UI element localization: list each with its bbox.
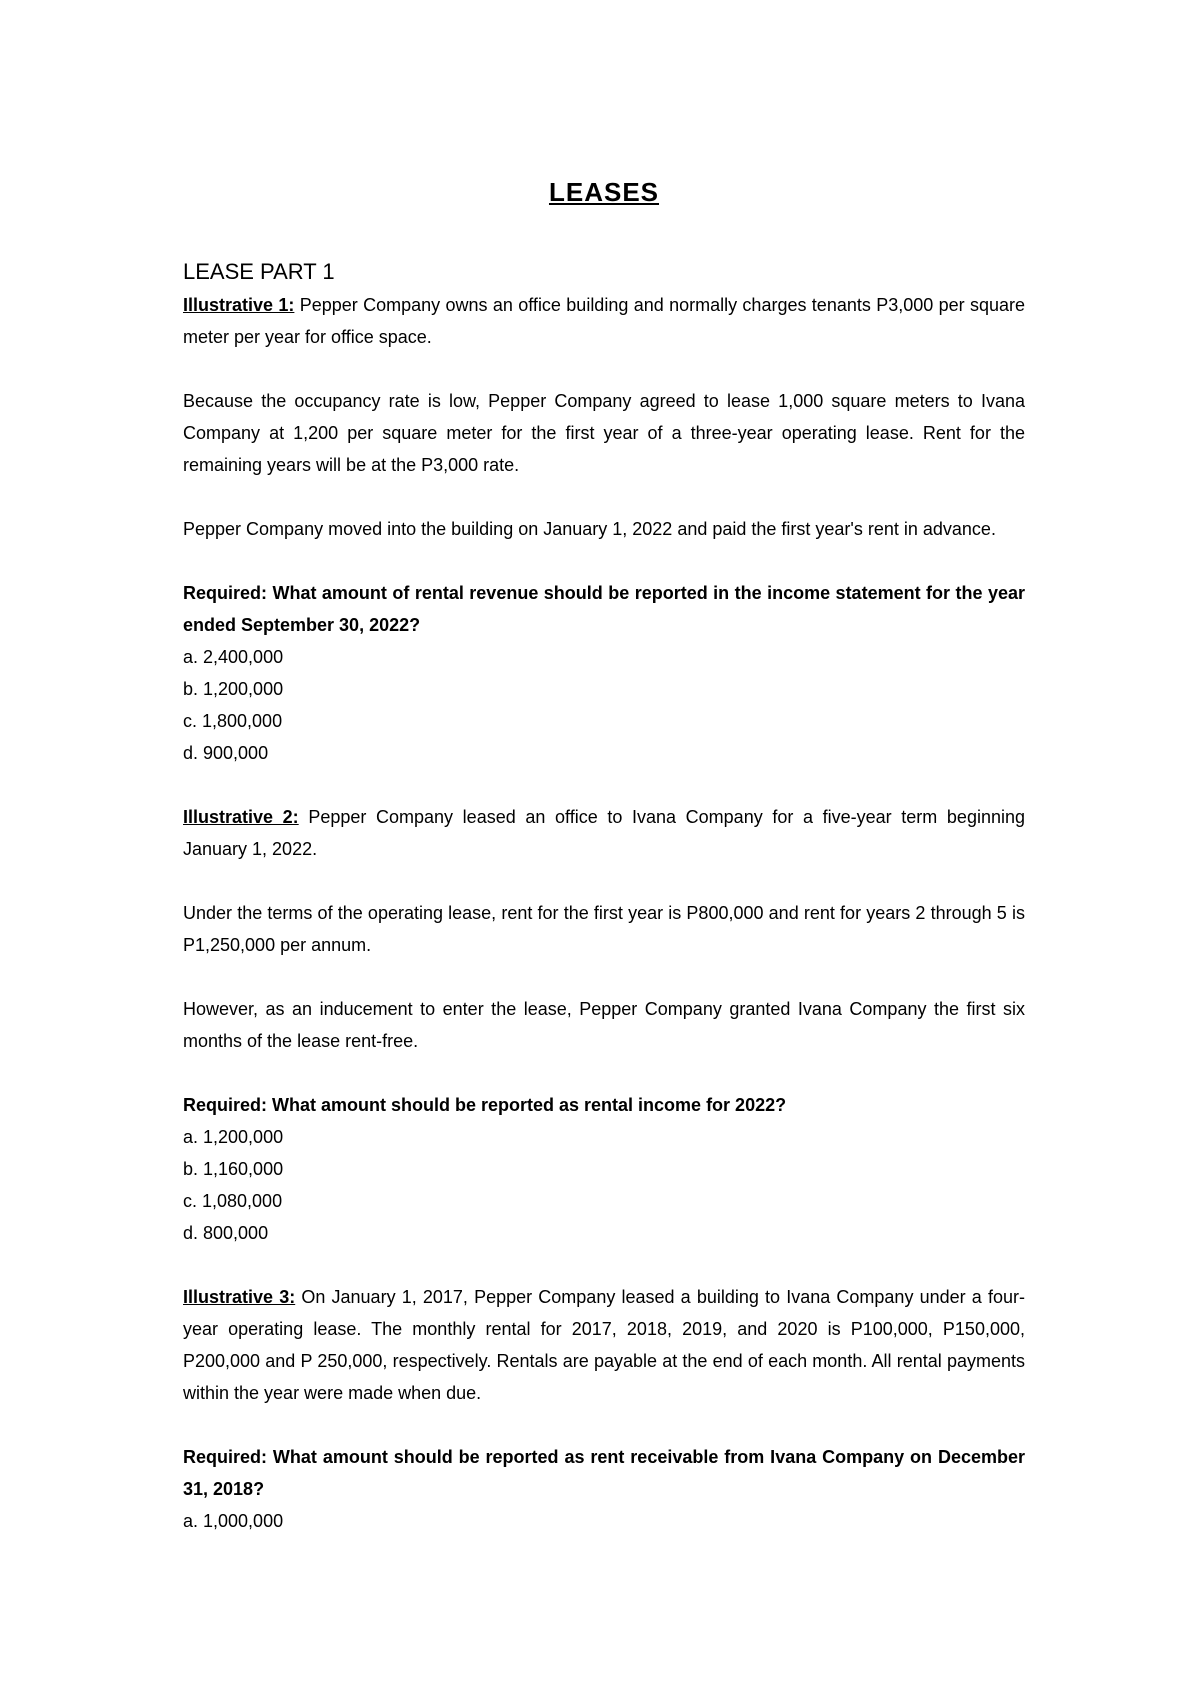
choice-item: b. 1,160,000 (183, 1159, 284, 1179)
choice-item: a. 1,000,000 (183, 1511, 284, 1531)
illustrative-3-required: Required: What amount should be reported as rent receivable from Ivana Company on December 31, 2018? (183, 1447, 1025, 1499)
illustrative-2 (183, 801, 1025, 1249)
illustrative-2-para-2: Under the terms of the operating lease, rent for the first year is P800,000 and rent for years 2 through 5 is P1,250,000 per annum. (183, 903, 1025, 955)
illustrative-2-required: Required: What amount should be reported as rental income for 2022? (183, 1095, 787, 1115)
illustrative-2-label: Illustrative 2: (183, 807, 299, 827)
illustrative-1-para-3: Pepper Company moved into the building on January 1, 2022 and paid the first year's rent in advance. (183, 519, 996, 539)
choice-item: a. 2,400,000 (183, 647, 284, 667)
illustrative-1 (183, 289, 1025, 769)
illustrative-2-para-1 (183, 801, 1025, 865)
illustrative-2-text-1: Pepper Company leased an office to Ivana Company for a five-year term beginning January 1, 2022. (183, 807, 1025, 859)
section-heading: LEASE PART 1 (183, 259, 335, 284)
illustrative-1-choices (183, 641, 1025, 769)
choice-item: d. 800,000 (183, 1223, 269, 1243)
illustrative-3 (183, 1281, 1025, 1537)
document-body (183, 289, 1025, 1537)
illustrative-1-text-1: Pepper Company owns an office building and normally charges tenants P3,000 per square meter per year for office space. (183, 295, 1025, 347)
illustrative-2-choices (183, 1121, 1025, 1249)
illustrative-1-label: Illustrative 1: (183, 295, 295, 315)
choice-item: d. 900,000 (183, 743, 269, 763)
choice-item: a. 1,200,000 (183, 1127, 284, 1147)
illustrative-3-para-1 (183, 1281, 1025, 1409)
illustrative-3-text-1: On January 1, 2017, Pepper Company leased a building to Ivana Company under a four-year operating lease. The monthly rental for 2017, 2018, 2019, and 2020 is P100,000, P150,000, P200,000 and P 250,000, respectively. Rentals are payable at the end of each month. All rental payments within the year were made when due. (183, 1287, 1025, 1403)
illustrative-1-para-1 (183, 289, 1025, 353)
illustrative-3-label: Illustrative 3: (183, 1287, 296, 1307)
illustrative-1-required: Required: What amount of rental revenue should be reported in the income statement for the year ended September 30, 2022? (183, 583, 1025, 635)
illustrative-1-para-2: Because the occupancy rate is low, Pepper Company agreed to lease 1,000 square meters to Ivana Company at 1,200 per square meter for the first year of a three-year operating lease. Rent for the remaining years will be at the P3,000 rate. (183, 391, 1025, 475)
document-title: LEASES (548, 177, 660, 207)
choice-item: c. 1,800,000 (183, 711, 283, 731)
choice-item: b. 1,200,000 (183, 679, 284, 699)
illustrative-2-para-3: However, as an inducement to enter the lease, Pepper Company granted Ivana Company the first six months of the lease rent-free. (183, 999, 1025, 1051)
choice-item: c. 1,080,000 (183, 1191, 283, 1211)
illustrative-3-choices (183, 1505, 1025, 1537)
